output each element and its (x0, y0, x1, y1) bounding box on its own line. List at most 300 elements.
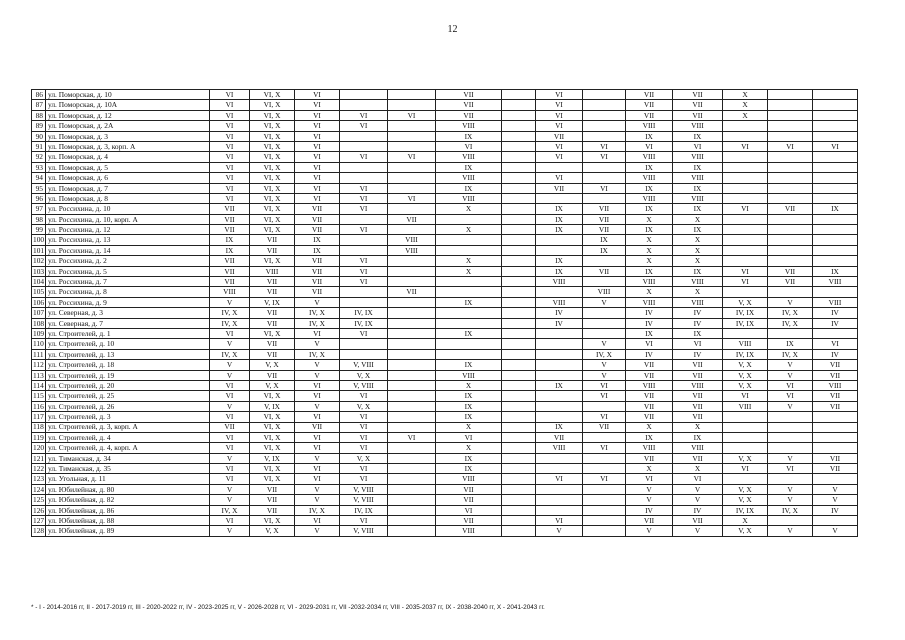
period-cell: IV, IX (340, 505, 388, 515)
period-cell: X (673, 287, 723, 297)
period-cell: VIII (388, 235, 436, 245)
period-cell: VII (626, 100, 673, 110)
period-cell: VIII (436, 121, 502, 131)
table-row (32, 225, 858, 235)
period-cell: VI (340, 412, 388, 422)
period-cell: IV (673, 349, 723, 359)
period-cell (388, 370, 436, 380)
period-cell (723, 193, 768, 203)
table-row (32, 443, 858, 453)
table-row (32, 152, 858, 162)
period-cell: VII (673, 110, 723, 120)
period-cell: IV (813, 349, 858, 359)
period-cell: VII (673, 516, 723, 526)
period-cell: VI (340, 432, 388, 442)
period-cell (502, 474, 536, 484)
period-cell: VI, X (250, 90, 295, 100)
period-cell: VII (583, 422, 626, 432)
period-cell: VII (673, 401, 723, 411)
row-number: 106 (33, 297, 45, 307)
period-cell: IV, X (295, 308, 340, 318)
period-cell: V, X (723, 526, 768, 536)
period-cell: VII (813, 464, 858, 474)
period-cell (502, 297, 536, 307)
period-cell (436, 287, 502, 297)
period-cell: IX (626, 183, 673, 193)
period-cell (768, 245, 813, 255)
period-cell: IV (536, 308, 583, 318)
period-cell: IV (813, 505, 858, 515)
period-cell (723, 121, 768, 131)
period-cell: VII (250, 349, 295, 359)
period-cell: X (626, 214, 673, 224)
row-address: ул. Поморская, д. 2А (46, 121, 210, 131)
period-cell: VII (673, 453, 723, 463)
period-cell: X (436, 380, 502, 390)
period-cell: IX (673, 225, 723, 235)
period-cell (723, 474, 768, 484)
period-cell: VII (536, 183, 583, 193)
period-cell (813, 214, 858, 224)
period-cell: V (673, 526, 723, 536)
period-cell: VII (626, 360, 673, 370)
row-address: ул. Строителей, д. 20 (46, 380, 210, 390)
period-cell: IX (583, 235, 626, 245)
period-cell: VII (250, 339, 295, 349)
period-cell: V (210, 401, 250, 411)
period-cell (388, 349, 436, 359)
period-cell: V (295, 484, 340, 494)
period-cell (536, 484, 583, 494)
period-cell (502, 422, 536, 432)
period-cell: VI (295, 193, 340, 203)
period-cell (388, 277, 436, 287)
period-cell (768, 474, 813, 484)
period-cell: VIII (626, 380, 673, 390)
period-cell: VI (210, 141, 250, 151)
period-cell: IV (813, 308, 858, 318)
period-cell: IX (626, 328, 673, 338)
period-cell: IX (436, 297, 502, 307)
period-cell: VII (210, 422, 250, 432)
period-cell (813, 412, 858, 422)
period-cell: V (626, 495, 673, 505)
period-cell (388, 443, 436, 453)
period-cell (340, 339, 388, 349)
period-cell: VII (673, 90, 723, 100)
period-cell (436, 277, 502, 287)
period-cell: VI (723, 204, 768, 214)
period-cell: VIII (536, 297, 583, 307)
period-cell: VIII (673, 121, 723, 131)
period-cell (340, 297, 388, 307)
period-cell: VI (583, 443, 626, 453)
row-number: 121 (33, 453, 45, 463)
period-cell (723, 256, 768, 266)
period-cell: VI (536, 516, 583, 526)
period-cell (436, 318, 502, 328)
period-cell: V (295, 401, 340, 411)
period-cell (583, 516, 626, 526)
period-cell: V, VIII (340, 495, 388, 505)
table-row (32, 339, 858, 349)
period-cell (340, 235, 388, 245)
table-row (32, 214, 858, 224)
table-row (32, 432, 858, 442)
table-row (32, 484, 858, 494)
row-number: 119 (33, 432, 44, 442)
period-cell (768, 412, 813, 422)
row-address: ул. Строителей, д. 26 (46, 401, 210, 411)
period-cell: VI, X (250, 173, 295, 183)
period-cell: VI (583, 152, 626, 162)
period-cell (536, 235, 583, 245)
period-cell: VI (295, 183, 340, 193)
period-cell: IV, X (295, 349, 340, 359)
row-address: ул. Северная, д. 3 (46, 308, 210, 318)
period-cell: V (295, 453, 340, 463)
period-cell (436, 308, 502, 318)
period-cell: VI (388, 193, 436, 203)
period-cell: VI (436, 141, 502, 151)
period-cell: VI (295, 432, 340, 442)
period-cell (502, 505, 536, 515)
period-cell: VII (626, 453, 673, 463)
period-cell (388, 100, 436, 110)
period-cell: VII (295, 214, 340, 224)
table-row (32, 245, 858, 255)
period-cell: IX (813, 266, 858, 276)
period-cell (813, 225, 858, 235)
period-cell (723, 152, 768, 162)
table-row (32, 297, 858, 307)
period-cell: VI (723, 141, 768, 151)
period-cell: VII (768, 204, 813, 214)
period-cell: VII (536, 432, 583, 442)
period-cell: VI (536, 100, 583, 110)
period-cell: V (210, 453, 250, 463)
period-cell (388, 131, 436, 141)
period-cell: VI (295, 412, 340, 422)
table-row (32, 516, 858, 526)
period-cell: VIII (536, 443, 583, 453)
period-cell: IX (536, 266, 583, 276)
row-address: ул. Строителей, д. 3, корп. А (46, 422, 210, 432)
period-cell: VII (210, 204, 250, 214)
period-cell (723, 245, 768, 255)
period-cell (813, 152, 858, 162)
row-address: ул. Поморская, д. 5 (46, 162, 210, 172)
table-row (32, 277, 858, 287)
period-cell: X (673, 256, 723, 266)
period-cell: V (583, 360, 626, 370)
period-cell (502, 391, 536, 401)
period-cell: V, VIII (340, 360, 388, 370)
period-cell (768, 422, 813, 432)
period-cell: VI (210, 152, 250, 162)
period-cell: IV, X (295, 318, 340, 328)
period-cell: IV, IX (723, 349, 768, 359)
period-cell: VI, X (250, 464, 295, 474)
row-number: 110 (33, 339, 44, 349)
period-cell (502, 516, 536, 526)
period-cell (813, 245, 858, 255)
period-cell (583, 277, 626, 287)
row-address: ул. Тиманская, д. 34 (46, 453, 210, 463)
period-cell (583, 484, 626, 494)
period-cell: VII (295, 225, 340, 235)
period-cell: V (210, 495, 250, 505)
period-cell (502, 277, 536, 287)
period-cell: IV, IX (723, 505, 768, 515)
period-cell: IX (673, 162, 723, 172)
row-number: 122 (33, 464, 45, 474)
period-cell: V, X (723, 370, 768, 380)
period-cell (388, 505, 436, 515)
period-cell: VI (583, 141, 626, 151)
period-cell (502, 308, 536, 318)
period-cell: VI (340, 225, 388, 235)
period-cell: V (768, 484, 813, 494)
period-cell: V (768, 453, 813, 463)
period-cell: V, X (723, 380, 768, 390)
period-cell: VI, X (250, 474, 295, 484)
row-number: 115 (33, 391, 44, 401)
period-cell: VIII (673, 443, 723, 453)
period-cell: VIII (436, 474, 502, 484)
period-cell: IX (626, 432, 673, 442)
period-cell (583, 162, 626, 172)
period-cell: VI, X (250, 516, 295, 526)
period-cell: VII (250, 484, 295, 494)
period-cell: VI (813, 141, 858, 151)
period-cell: VI, X (250, 443, 295, 453)
period-cell (502, 287, 536, 297)
period-cell: V (768, 297, 813, 307)
period-cell: IX (436, 328, 502, 338)
table-row (32, 380, 858, 390)
period-cell: VI (536, 110, 583, 120)
period-cell (388, 308, 436, 318)
period-cell: VII (388, 287, 436, 297)
period-cell: VIII (813, 297, 858, 307)
period-cell (813, 183, 858, 193)
period-cell (723, 235, 768, 245)
period-cell (536, 193, 583, 203)
period-cell (536, 391, 583, 401)
period-cell: VI (295, 100, 340, 110)
period-cell: IV, X (768, 505, 813, 515)
row-number: 128 (33, 526, 45, 536)
period-cell (723, 328, 768, 338)
row-number: 91 (32, 141, 46, 151)
period-cell: VI (340, 121, 388, 131)
period-cell (723, 183, 768, 193)
period-cell: VI (673, 474, 723, 484)
row-address: ул. Поморская, д. 7 (46, 183, 210, 193)
period-cell: VII (295, 256, 340, 266)
period-cell: VII (210, 266, 250, 276)
period-cell: IV, X (295, 505, 340, 515)
period-cell: VI (210, 464, 250, 474)
period-cell: IV, IX (723, 308, 768, 318)
row-number: 97 (32, 204, 46, 214)
period-cell (723, 412, 768, 422)
period-cell (813, 162, 858, 172)
table-row (32, 110, 858, 120)
period-cell (583, 131, 626, 141)
table-row (32, 173, 858, 183)
period-cell: V (536, 526, 583, 536)
period-cell: VI, X (250, 225, 295, 235)
row-number: 93 (32, 162, 46, 172)
row-number: 114 (33, 380, 44, 390)
period-cell: VIII (673, 173, 723, 183)
period-cell: VI (210, 380, 250, 390)
row-number: 105 (33, 287, 45, 297)
period-cell (768, 121, 813, 131)
period-cell: V, X (723, 495, 768, 505)
period-cell: VII (626, 370, 673, 380)
period-cell (388, 266, 436, 276)
period-cell: V (210, 526, 250, 536)
period-cell: VI (340, 516, 388, 526)
period-cell: IX (436, 131, 502, 141)
period-cell: VI (340, 193, 388, 203)
row-number: 127 (33, 516, 45, 525)
period-cell: IV (673, 318, 723, 328)
period-cell (813, 193, 858, 203)
period-cell: IX (436, 183, 502, 193)
period-cell: VI (583, 474, 626, 484)
period-cell: VI, X (250, 256, 295, 266)
period-cell: IX (436, 360, 502, 370)
row-number: 103 (33, 266, 45, 276)
period-cell: IV (626, 318, 673, 328)
period-cell (502, 318, 536, 328)
period-cell (502, 453, 536, 463)
period-cell: VIII (813, 380, 858, 390)
period-cell: VI (723, 266, 768, 276)
period-cell: VI (210, 193, 250, 203)
period-cell: IX (536, 380, 583, 390)
period-cell (583, 193, 626, 203)
period-cell: VI (583, 183, 626, 193)
period-cell: V (768, 370, 813, 380)
period-cell: IV, IX (340, 308, 388, 318)
period-cell (813, 110, 858, 120)
row-address: ул. Тиманская, д. 35 (46, 464, 210, 474)
row-number: 109 (33, 328, 45, 338)
period-cell: IX (673, 266, 723, 276)
table-row (32, 370, 858, 380)
row-number: 99 (32, 225, 46, 235)
period-cell: IX (436, 401, 502, 411)
period-cell: VI (210, 110, 250, 120)
period-cell: VI (388, 432, 436, 442)
period-cell (768, 193, 813, 203)
period-cell (813, 173, 858, 183)
table-row (32, 318, 858, 328)
period-cell: V (295, 495, 340, 505)
period-cell: VI (436, 432, 502, 442)
period-cell: VII (436, 516, 502, 526)
period-cell: VIII (673, 152, 723, 162)
period-cell: VI (210, 173, 250, 183)
period-cell (536, 505, 583, 515)
row-number: 126 (33, 505, 45, 515)
period-cell: VI (583, 391, 626, 401)
period-cell (813, 516, 858, 526)
period-cell: VII (626, 516, 673, 526)
period-cell (536, 287, 583, 297)
row-number: 116 (33, 401, 44, 411)
period-cell (502, 495, 536, 505)
period-cell: VIII (626, 443, 673, 453)
period-cell: VIII (626, 297, 673, 307)
row-number: 111 (33, 349, 44, 359)
row-number: 92 (32, 152, 46, 162)
period-cell: VI (210, 412, 250, 422)
period-cell (536, 245, 583, 255)
period-cell: X (436, 225, 502, 235)
period-cell: V, X (250, 380, 295, 390)
row-address: ул. Россихина, д. 2 (46, 256, 210, 266)
table-row (32, 526, 858, 536)
period-cell: VII (250, 505, 295, 515)
period-cell (436, 245, 502, 255)
period-cell (583, 495, 626, 505)
period-cell: IX (436, 412, 502, 422)
period-cell: X (626, 256, 673, 266)
period-cell: VII (210, 256, 250, 266)
period-cell (340, 173, 388, 183)
period-cell: VI, X (250, 141, 295, 151)
period-cell (768, 443, 813, 453)
period-cell: V (295, 297, 340, 307)
period-cell (536, 453, 583, 463)
period-cell: X (723, 516, 768, 526)
period-cell: VI, X (250, 100, 295, 110)
period-cell: VI (536, 152, 583, 162)
period-cell: IV (626, 505, 673, 515)
period-cell: VI (295, 90, 340, 100)
period-cell: V, X (340, 370, 388, 380)
row-number: 107 (33, 308, 45, 318)
period-cell: V (813, 495, 858, 505)
period-cell: IX (536, 225, 583, 235)
period-cell (583, 100, 626, 110)
period-cell: VII (813, 370, 858, 380)
period-cell (388, 412, 436, 422)
period-cell: VI (295, 141, 340, 151)
period-cell: V, X (723, 484, 768, 494)
period-cell (388, 360, 436, 370)
row-number: 98 (32, 214, 46, 224)
period-cell: VII (210, 214, 250, 224)
period-cell: VI (295, 110, 340, 120)
period-cell: VI (536, 474, 583, 484)
period-cell: VIII (388, 245, 436, 255)
period-cell: V (768, 401, 813, 411)
period-cell (388, 516, 436, 526)
period-cell: V, IX (250, 401, 295, 411)
period-cell (583, 526, 626, 536)
period-cell: IV, X (768, 318, 813, 328)
period-cell: VI (340, 391, 388, 401)
period-cell (340, 214, 388, 224)
page-number: 12 (447, 24, 458, 35)
